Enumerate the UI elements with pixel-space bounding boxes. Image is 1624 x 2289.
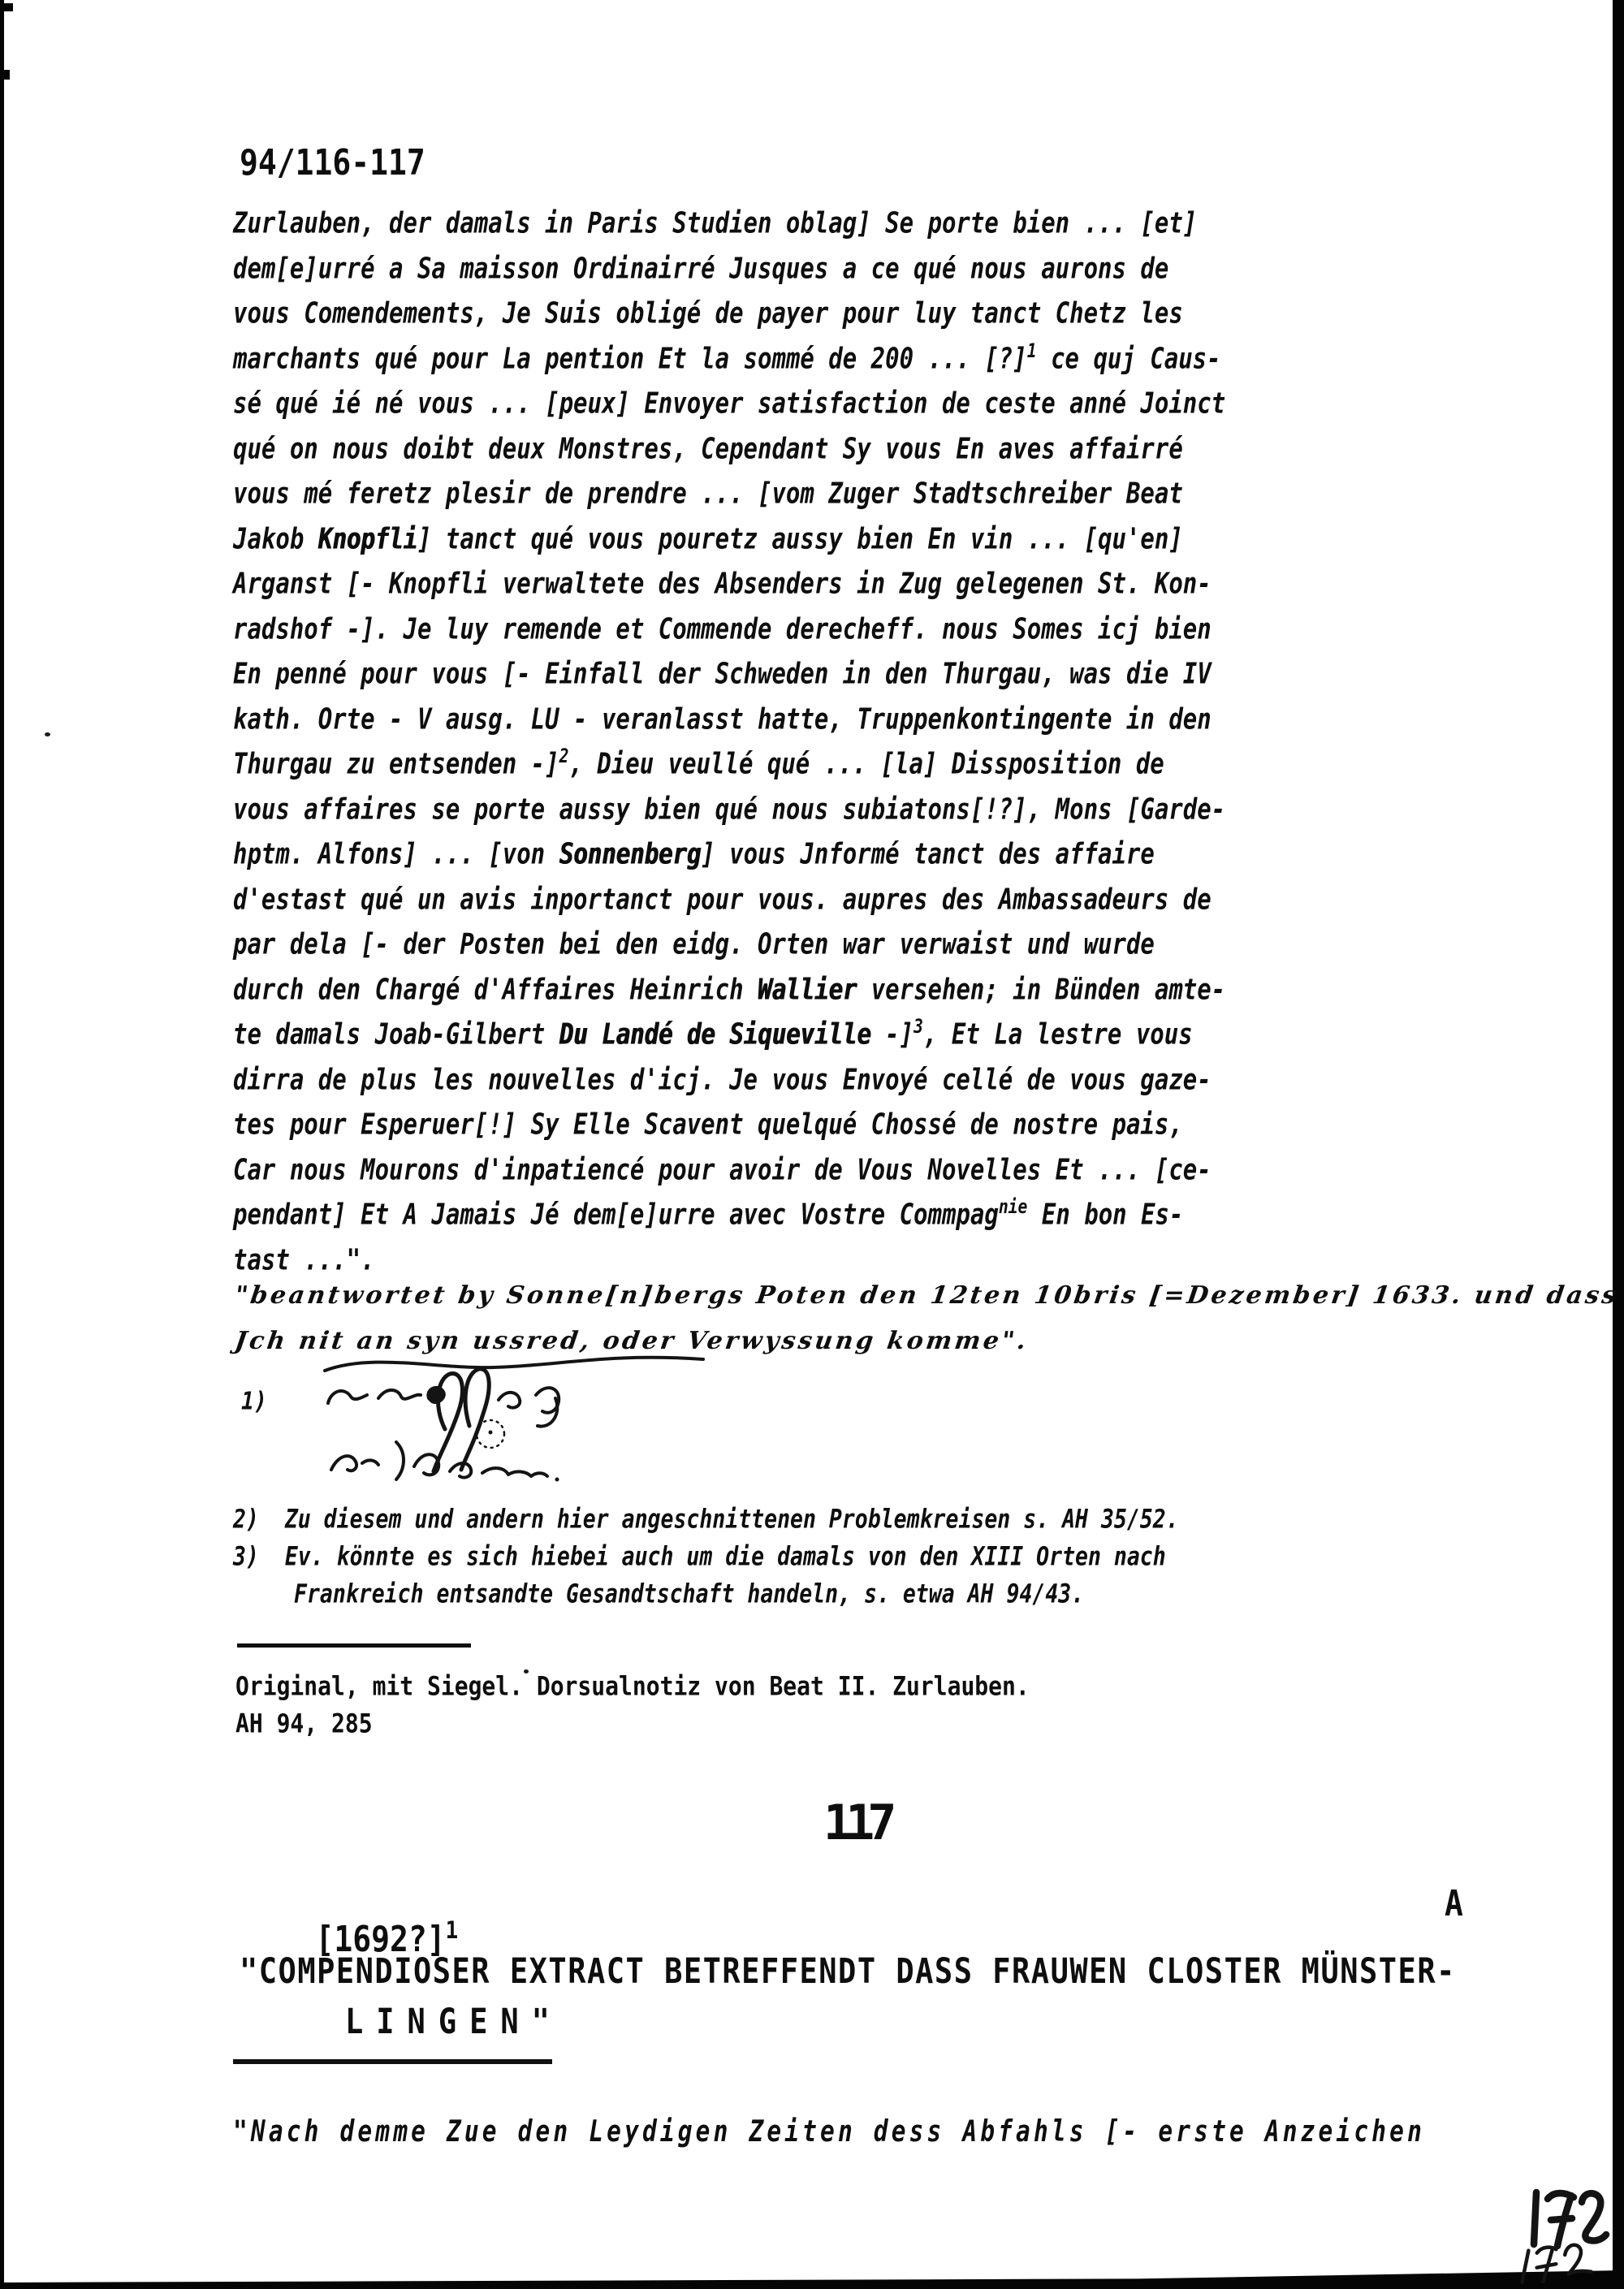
footnote-1-marker: 1)	[241, 1386, 267, 1416]
body-text-segment: ] tanct qué vous pouretz aussy bien En vin ... [qu'en]	[417, 520, 1183, 555]
body-text-segment: radshof -]. Je luy remende et Commende derecheff. nous Somes icj bien	[233, 611, 1212, 646]
body-text-segment: sé qué ié né vous ... [peux] Envoyer satisfaction de ceste anné Joinct	[233, 386, 1226, 420]
body-text-segment: Zurlauben, der damals in Paris Studien oblag] Se porte bien ... [et]	[233, 205, 1198, 240]
handwriting-stroke	[378, 1390, 421, 1399]
quote-line-2: Jch nit an syn ussred, oder Verwyssung komme".	[233, 1327, 1031, 1355]
handwriting-stroke	[396, 1442, 404, 1479]
body-text-segment: par dela [- der Posten bei den eidg. Orten war verwaist und wurde	[233, 926, 1155, 961]
footnote-3-line-2: Frankreich entsandte Gesandtschaft handeln, s. etwa AH 94/43.	[294, 1579, 1085, 1610]
body-text-segment: dirra de plus les nouvelles d'icj. Je vous Envoyé cellé de vous gaze-	[233, 1061, 1212, 1096]
date-text: [1692?]	[315, 1918, 446, 1960]
digit-2	[1564, 2244, 1592, 2274]
body-text-segment: durch den Chargé d'Affaires Heinrich	[233, 971, 758, 1006]
footnote-3-line-1: 3) Ev. könnte es sich hiebei auch um die damals von den XIII Orten nach	[233, 1541, 1166, 1573]
body-text-segment: Arganst [- Knopfli verwaltete des Absenders in Zug gelegenen St. Kon-	[233, 566, 1212, 600]
footnote-1-handwriting	[315, 1346, 721, 1491]
section-number: 117	[823, 1794, 890, 1851]
scan-edge-left-line	[0, 0, 4, 2289]
digit-1	[1534, 2192, 1536, 2244]
body-text-segment: qué on nous doibt deux Monstres, Cependant Sy vous En aves affairré	[233, 430, 1183, 465]
quote-line-1: "beantwortet by Sonne[n]bergs Poten den 12ten 10bris [=Dezember] 1633. und dass	[233, 1281, 1621, 1310]
footnote-superscript: 3	[914, 1015, 923, 1039]
body-text-segment: vous Comendements, Je Suis obligé de payer pour luy tanct Chetz les	[233, 296, 1183, 330]
body-text-segment: hptm. Alfons] ... [von	[233, 836, 559, 870]
footnote-superscript: 2	[559, 745, 569, 768]
footnote-superscript: nie	[998, 1195, 1028, 1219]
provenance-line-2: AH 94, 285	[235, 1708, 373, 1739]
handwriting-stroke	[499, 1393, 520, 1408]
handwriting-dot	[489, 1431, 493, 1435]
body-text-segment: vous mé feretz plesir de prendre ... [vom Zuger Stadtschreiber Beat	[233, 476, 1183, 510]
scan-edge-bottom-bar	[0, 2270, 1624, 2289]
emphasized-name: Wallier	[758, 971, 857, 1006]
body-text-segment: Jakob	[233, 520, 318, 555]
body-text-segment: , Dieu veullé qué ... [la] Dissposition de	[568, 746, 1164, 780]
body-text-segment: d'estast qué un avis inportanct pour vous. aupres des Ambassadeurs de	[233, 881, 1212, 916]
handwritten-page-number-small	[1506, 2233, 1608, 2289]
digit-7	[1535, 2247, 1559, 2283]
wavy-line	[325, 1358, 703, 1371]
heading-underline-rule	[233, 2059, 552, 2064]
handwriting-stroke	[331, 1456, 356, 1471]
scan-edge-left-mark	[0, 3, 13, 11]
footnote-superscript: 1	[1026, 339, 1037, 362]
body-text-segment: versehen; in Bünden amte-	[857, 971, 1226, 1006]
body-text-segment: pendant] Et A Jamais Jé dem[e]urre avec Vostre Commpag	[233, 1197, 999, 1231]
opening-line: "Nach demme Zue den Leydigen Zeiten dess Abfahls [- erste Anzeichen	[233, 2114, 1426, 2149]
handwriting-stroke	[362, 1460, 378, 1465]
body-text-segment: Car nous Mourons d'inpatiencé pour avoir de Vous Novelles Et ... [ce-	[233, 1151, 1212, 1186]
body-text	[233, 201, 1225, 1283]
handwriting-stroke	[461, 1369, 489, 1470]
provenance-line-1: Original, mit Siegel. Dorsualnotiz von Beat II. Zurlauben.	[235, 1670, 1030, 1702]
body-text-segment: En penné pour vous [- Einfall der Schweden in den Thurgau, was die IV	[233, 656, 1212, 690]
handwriting-dot	[555, 1478, 559, 1482]
body-text-segment: ce quj Caus-	[1036, 340, 1221, 375]
emphasized-name: Sonnenberg	[559, 836, 702, 870]
handwriting-stroke	[434, 1374, 462, 1471]
body-text-segment: ] vous Jnformé tanct des affaire	[701, 836, 1155, 870]
body-text-segment: marchants qué pour La pention Et la sommé de 200 ... [?]	[233, 340, 1027, 375]
separator-rule	[237, 1643, 471, 1648]
scan-edge-right-bar	[1613, 0, 1624, 2289]
emphasized-name: Du Landé de Siqueville	[559, 1017, 871, 1051]
document-letter: A	[1445, 1882, 1463, 1924]
body-text-segment: vous affaires se porte aussy bien qué nous subiatons[!?], Mons [Garde-	[233, 791, 1226, 826]
footnote-2: 2) Zu diesem und andern hier angeschnittenen Problemkreisen s. AH 35/52.	[233, 1504, 1179, 1535]
body-text-segment: En bon Es-	[1027, 1197, 1184, 1231]
body-text-segment: tes pour Esperuer[!] Sy Elle Scavent quelqué Chossé de nostre pais,	[233, 1107, 1183, 1141]
emphasized-name: Knopfli	[317, 520, 417, 555]
body-text-segment: tast ...".	[233, 1242, 375, 1276]
body-text-segment: dem[e]urré a Sa maisson Ordinairré Jusques a ce qué nous aurons de	[233, 250, 1169, 285]
scan-edge-left-blob	[0, 70, 10, 80]
date-footnote-superscript: 1	[445, 1916, 459, 1945]
handwriting-stroke	[328, 1391, 367, 1403]
body-text-segment: -]	[870, 1017, 914, 1051]
body-text-segment: , Et La lestre vous	[922, 1017, 1193, 1051]
body-text-segment: Thurgau zu entsenden -]	[233, 746, 559, 780]
body-text-segment: te damals Joab-Gilbert	[233, 1017, 559, 1051]
archive-reference: 94/116-117	[240, 141, 425, 184]
document-heading-line-2: LINGEN"	[345, 2001, 563, 2042]
handwriting-stroke	[482, 1468, 547, 1476]
digit-1	[1518, 2251, 1531, 2283]
body-line	[233, 1233, 1225, 1288]
body-text-segment: kath. Orte - V ausg. LU - veranlasst hatte, Truppenkontingente in den	[233, 701, 1212, 736]
document-heading-line-1: "COMPENDIOSER EXTRACT BETREFFENDT DASS FRAUWEN CLOSTER MÜNSTER-	[240, 1950, 1456, 1992]
scan-speck	[45, 732, 50, 736]
